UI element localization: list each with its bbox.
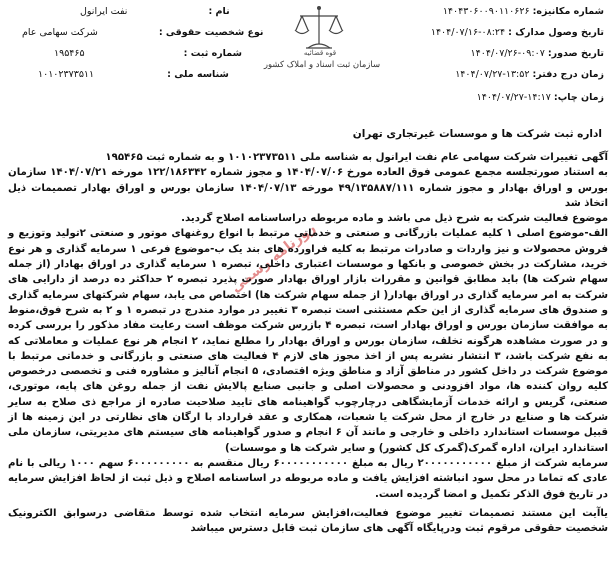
registration-number-label: شماره ثبت : <box>183 48 242 59</box>
register-time-value: ۱۴۰۴/۰۷/۲۷-۱۳:۵۲ <box>455 69 530 80</box>
issue-date-value: ۱۴۰۴/۰۷/۲۶-۰۹:۰۷ <box>470 48 545 59</box>
mechanized-number-row <box>443 6 604 17</box>
announcement-paragraph: به استناد صورتجلسه مجمع عمومی فوق العاده مورخ ۱۴۰۴/۰۷/۰۶ و مجوز شماره ۱۲۲/۱۸۶۳۴۲ مورخه ۱۴۰۴/۰۷/۲۱ سازمان بورس و اوراق بهادار و مجوز شماره ۴۹/۱۳۵۸۸۷/۱۱۱ مورخه ۱۴۰۴/۰۷/۱۳ سازمان بورس و اوراق بهادار تصمیمات ذیل اتخاذ شد <box>8 167 608 209</box>
official-gazette-watermark: روزنامه رسمی <box>227 220 319 296</box>
judiciary-label: قوه قضائیه <box>303 49 337 57</box>
legal-type-value: شرکت سهامی عام <box>22 27 98 38</box>
announcement-paragraph: یاآیت این مستند تصمیمات تغییر موضوع فعالیت،افزایش سرمایه انتخاب شده توسط متقاضی درسوابق الکترونیک شخصیت حقوقی مرقوم ثبت ودرپایگاه آگهی های سازمان ثبت قابل دسترس میباشد <box>8 507 608 535</box>
announcement-body <box>8 150 608 536</box>
print-time-value: ۱۴۰۴/۰۷/۲۷-۱۴:۱۷ <box>476 92 551 103</box>
issue-date-row <box>471 48 604 59</box>
announcement-title: آگهی تغییرات شرکت سهامی عام نفت ایرانول به شناسه ملی ۱۰۱۰۲۳۷۳۵۱۱ و به شماره ثبت ۱۹۵۴۶۵ <box>105 152 608 163</box>
register-time-label: زمان درج دفتر: <box>532 69 604 80</box>
document-header <box>0 0 616 118</box>
national-id-label: شناسه ملی : <box>167 69 229 80</box>
registration-number-value: ۱۹۵۴۶۵ <box>54 48 85 59</box>
mechanized-number-label: شماره مکانیزه: <box>532 6 604 17</box>
announcement-paragraph: سرمایه شرکت از مبلغ ۲۰۰۰۰۰۰۰۰۰۰۰ ریال به مبلغ ۶۰۰۰۰۰۰۰۰۰۰۰ ریال منقسم به ۶۰۰۰۰۰۰۰۰۰ سهم ۱۰۰۰ ریالی با نام عادی که تماما در محل سود انباشته افزایش یافت و ماده مربوطه در اساسنامه اصلاح و ذیل ثبت از لحاظ افزایش سرمایه در تاریخ فوق الذکر تکمیل و امضا گردیده است. <box>8 457 609 500</box>
register-time-row <box>455 69 604 80</box>
legal-type-row <box>22 27 264 38</box>
national-id-value: ۱۰۱۰۲۳۷۳۵۱۱ <box>38 69 95 80</box>
announcement-paragraph: موضوع فعالیت شرکت به شرح ذیل می باشد و ماده مربوطه دراساسنامه اصلاح گردید. <box>181 213 608 225</box>
receipt-date-row <box>431 27 604 38</box>
company-name-value: نفت ایرانول <box>80 6 128 17</box>
print-time-row <box>477 92 604 103</box>
legal-type-label: نوع شخصیت حقوقی : <box>158 27 264 38</box>
organization-name: سازمان ثبت اسناد و املاک کشور <box>263 60 381 70</box>
registration-number-row <box>54 48 242 59</box>
mechanized-number-value: ۱۴۰۴۳۰۶۰۰۹۰۱۱۰۶۲۶ <box>442 6 530 17</box>
company-name-label: نام : <box>208 6 230 17</box>
receipt-date-value: ۱۴۰۴/۰۷/۱۶-۰۸:۲۴ <box>430 27 506 38</box>
national-id-row <box>38 69 229 80</box>
issue-date-label: تاریخ صدور: <box>547 48 604 59</box>
print-time-label: زمان چاپ: <box>553 92 604 103</box>
receipt-date-label: تاریخ وصول مدارک : <box>508 27 604 38</box>
announcement-paragraph: الف-موضوع اصلی ۱ کلیه عملیات بازرگانی و صنعتی و خدماتی مرتبط با انواع روغنهای موتور و صنعتی ۲تولید وتوزیع و فروش محصولات و نیز واردات و صادرات مرتبط به کلیه فراورده های بند یک ب-موضوع فرعی ۱ سرمایه گذاری و هر نوع خرید، مشارکت در بخش خصوصی و بانکها و موسسات اعتباری داخلی، تبصره ۱ سرمایه گذاری در اوراق بهادار (از جمله سهام شرکت ها) باید مطابق قوانین و مقررات بازار اوراق بهادار صورت پذیرد تبصره ۲ حداکثر ده درصد از دارایی های شرکت به امر سرمایه گذاری در اوراق بهادار( از جمله سهام شرکت ها) اختصاص می یابد، سهام شرکتهای سرمایه گذاری و صندوق های سرمایه گذاری از این حکم مستثنی است تبصره ۳ تغییر در موارد مندرج در تبصره ۱ و ۲ به شرح فوق،منوط به موافقت سازمان بورس و اوراق بهادار است، تبصره ۴ بازرس شرکت موظف است رعایت مفاد مذکور را بررسی کرده و در صورت مشاهده هرگونه تخلف، سازمان بورس و اوراق بهادار را مطلع نماید، ۲ انجام هر نوع عملیات و معاملاتی که به نفع شرکت باشد، ۳ انتشار نشریه پس از اخذ مجوز های لازم ۴ فعالیت های صنعتی و بازرگانی و خدماتی مرتبط با موضوع شرکت در داخل کشور در مناطق آزاد و مناطق ویژه اقتصادی، ۵ انجام آنالیز و مشاوره فنی و تخصصی درخصوص کلیه روان کننده ها، مواد افزودنی و محصولات اصلی و جانبی صنایع پالایش نفت از جمله روغن های پایه، موتوری، صنعتی، گریس و ارائه خدمات آزمایشگاهی درچارچوب گواهینامه های تایید صلاحیت صادره از مراجع ذی صلاح به سایر شرکت ها و صنایع در خارج از محل شرکت یا شعبات، همکاری و عقد قرارداد با ارگان های نظارتی در این زمینه ها از قبیل موسسات استاندارد داخلی و خارجی و مانند آن ۶ انجام و صدور گواهینامه های سیستم های مدیریتی، سازمان ملی استاندارد ایران، اداره گمرک(گمرک کل کشور) و سایر شرکت ها و موسسات) <box>8 228 609 454</box>
company-name-row <box>80 6 230 17</box>
registration-office-title: اداره ثبت شرکت ها و موسسات غیرتجاری تهران <box>352 128 602 140</box>
